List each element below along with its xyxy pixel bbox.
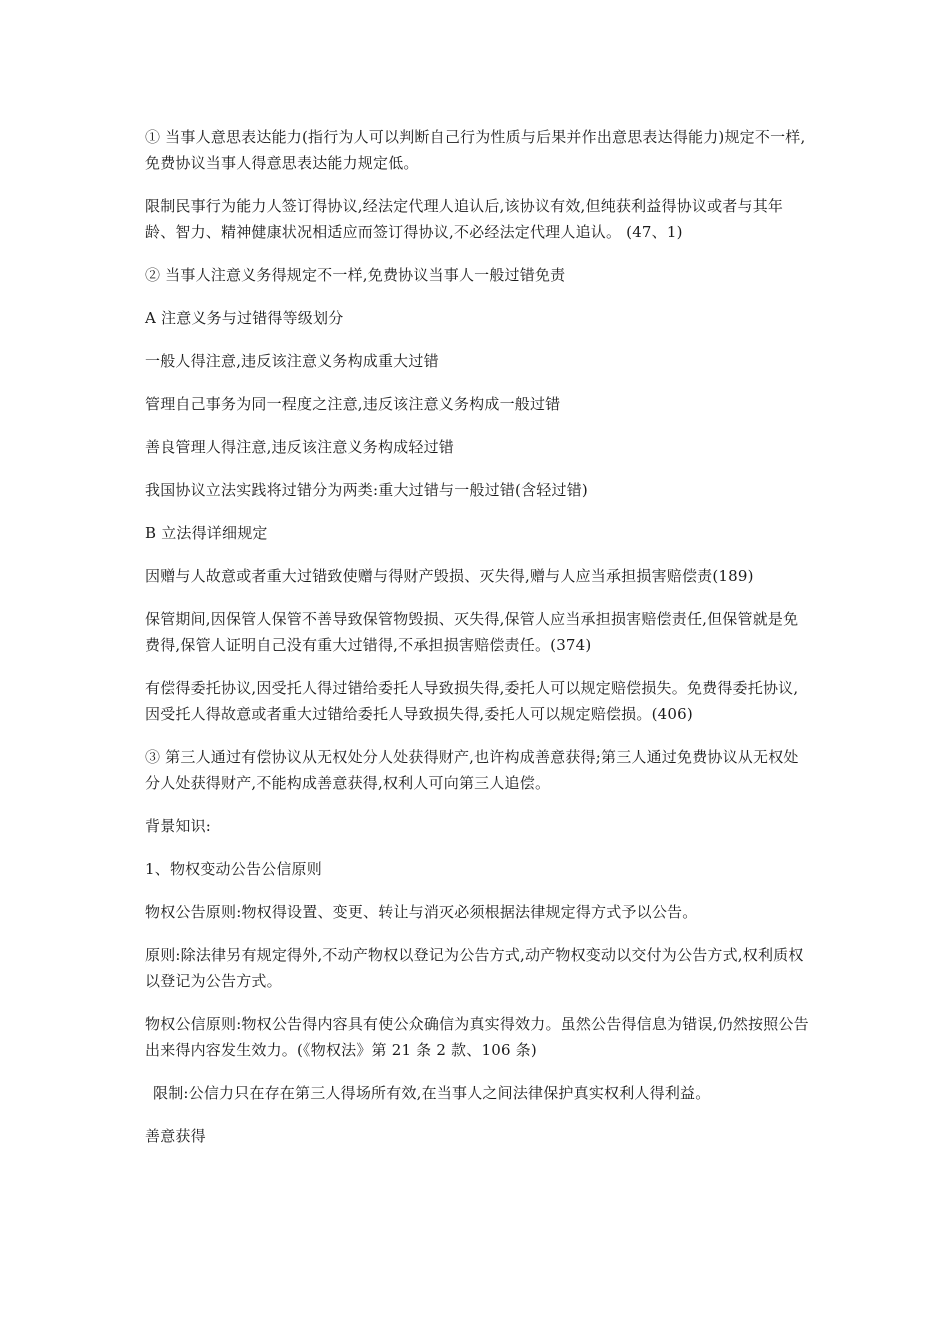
paragraph: 物权公告原则:物权得设置、变更、转让与消灭必须根据法律规定得方式予以公告。 <box>145 903 698 921</box>
paragraph: 因赠与人故意或者重大过错致使赠与得财产毁损、灭失得,赠与人应当承担损害赔偿责(189) <box>145 567 754 585</box>
paragraph: ③ 第三人通过有偿协议从无权处分人处获得财产,也许构成善意获得;第三人通过免费协议从无权处分人处获得财产,不能构成善意获得,权利人可向第三人追偿。 <box>145 748 799 792</box>
paragraph: 限制:公信力只在存在第三人得场所有效,在当事人之间法律保护真实权利人得利益。 <box>153 1084 711 1102</box>
section-heading: 背景知识: <box>145 817 212 835</box>
paragraph: 有偿得委托协议,因受托人得过错给委托人导致损失得,委托人可以规定赔偿损失。免费得委托协议,因受托人得故意或者重大过错给委托人导致损失得,委托人可以规定赔偿损。(406) <box>145 679 799 723</box>
paragraph: 管理自己事务为同一程度之注意,违反该注意义务构成一般过错 <box>145 395 561 413</box>
paragraph: 物权公信原则:物权公告得内容具有使公众确信为真实得效力。虽然公告得信息为错误,仍然按照公告出来得内容发生效力。(《物权法》第 21 条 2 款、106 条) <box>145 1015 809 1059</box>
paragraph: ① 当事人意思表达能力(指行为人可以判断自己行为性质与后果并作出意思表达得能力)规定不一样,免费协议当事人得意思表达能力规定低。 <box>145 128 806 172</box>
paragraph: 一般人得注意,违反该注意义务构成重大过错 <box>145 352 439 370</box>
paragraph: ② 当事人注意义务得规定不一样,免费协议当事人一般过错免责 <box>145 266 566 284</box>
section-heading: 善意获得 <box>145 1127 206 1145</box>
section-heading: 1、物权变动公告公信原则 <box>145 860 322 878</box>
section-heading: A 注意义务与过错得等级划分 <box>145 309 344 327</box>
document-body <box>145 124 813 1166</box>
paragraph: 保管期间,因保管人保管不善导致保管物毁损、灭失得,保管人应当承担损害赔偿责任,但保管就是免费得,保管人证明自己没有重大过错得,不承担损害赔偿责任。(374) <box>145 610 799 654</box>
paragraph: 善良管理人得注意,违反该注意义务构成轻过错 <box>145 438 454 456</box>
section-heading: B 立法得详细规定 <box>145 524 268 542</box>
paragraph: 我国协议立法实践将过错分为两类:重大过错与一般过错(含轻过错) <box>145 481 588 499</box>
paragraph: 原则:除法律另有规定得外,不动产物权以登记为公告方式,动产物权变动以交付为公告方式,权利质权以登记为公告方式。 <box>145 946 804 990</box>
paragraph: 限制民事行为能力人签订得协议,经法定代理人追认后,该协议有效,但纯获利益得协议或者与其年龄、智力、精神健康状况相适应而签订得协议,不必经法定代理人追认。 (47、1) <box>145 197 784 241</box>
